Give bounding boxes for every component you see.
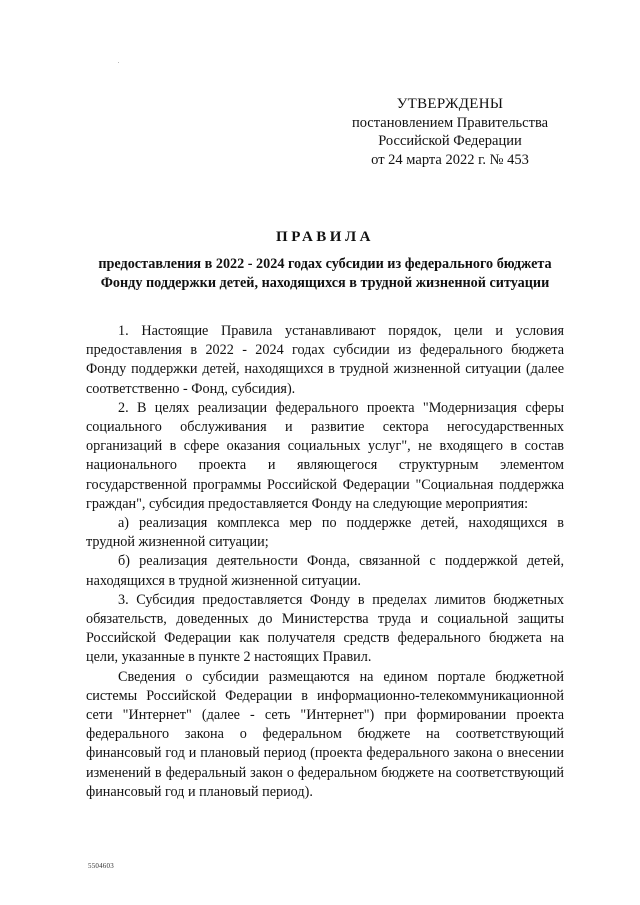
approval-line-1: постановлением Правительства	[351, 114, 549, 131]
approval-title: УТВЕРЖДЕНЫ	[396, 96, 504, 112]
document-subheading	[76, 255, 574, 292]
document-code: 5504603	[88, 862, 114, 870]
paragraph-1: 1. Настоящие Правила устанавливают порядок, цели и условия предоставления в 2022 - 2024 годах субсидии из федерального бюджета Фонду поддержки детей, находящихся в трудной жизненной ситуации (далее соответственно - Фонд, субсидия).	[86, 323, 564, 397]
paragraph-3: 3. Субсидия предоставляется Фонду в пределах лимитов бюджетных обязательств, доведенных до Министерства труда и социальной защиты Российской Федерации как получателя средств федерального бюджета на цели, указанные в пункте 2 настоящих Правил.	[86, 591, 564, 666]
subheading-line-2: Фонду поддержки детей, находящихся в трудной жизненной ситуации	[100, 274, 550, 291]
subheading-line-1: предоставления в 2022 - 2024 годах субсидии из федерального бюджета	[98, 256, 552, 272]
approval-block	[330, 95, 570, 169]
document-heading: ПРАВИЛА	[276, 229, 374, 245]
paragraph-2b: б) реализация деятельности Фонда, связанной с поддержкой детей, находящихся в трудной жизненной ситуации.	[86, 553, 564, 589]
approval-line-3: от 24 марта 2022 г. № 453	[371, 151, 529, 168]
scan-speck	[118, 62, 119, 63]
document-body	[86, 322, 564, 802]
paragraph-2a: а) реализация комплекса мер по поддержке детей, находящихся в трудной жизненной ситуации;	[86, 515, 564, 551]
paragraph-2: 2. В целях реализации федерального проекта "Модернизация сферы социального обслуживания и развитие сектора негосударственных организаций в сфере оказания социальных услуг", не входящего в состав национального проекта и являющегося структурным элементом государственной программы Российской Федерации "Социальная поддержка граждан", субсидия предоставляется Фонду на следующие мероприятия:	[86, 399, 564, 512]
paragraph-3-info: Сведения о субсидии размещаются на едином портале бюджетной системы Российской Федерации в информационно-телекоммуникационной сети "Интернет" (далее - сеть "Интернет") при формировании проекта федерального закона о федеральном бюджете на соответствующий финансовый год и плановый период (проекта федерального закона о внесении изменений в федеральный закон о федеральном бюджете на соответствующий финансовый год и плановый период).	[86, 668, 564, 800]
approval-line-2: Российской Федерации	[378, 133, 522, 149]
